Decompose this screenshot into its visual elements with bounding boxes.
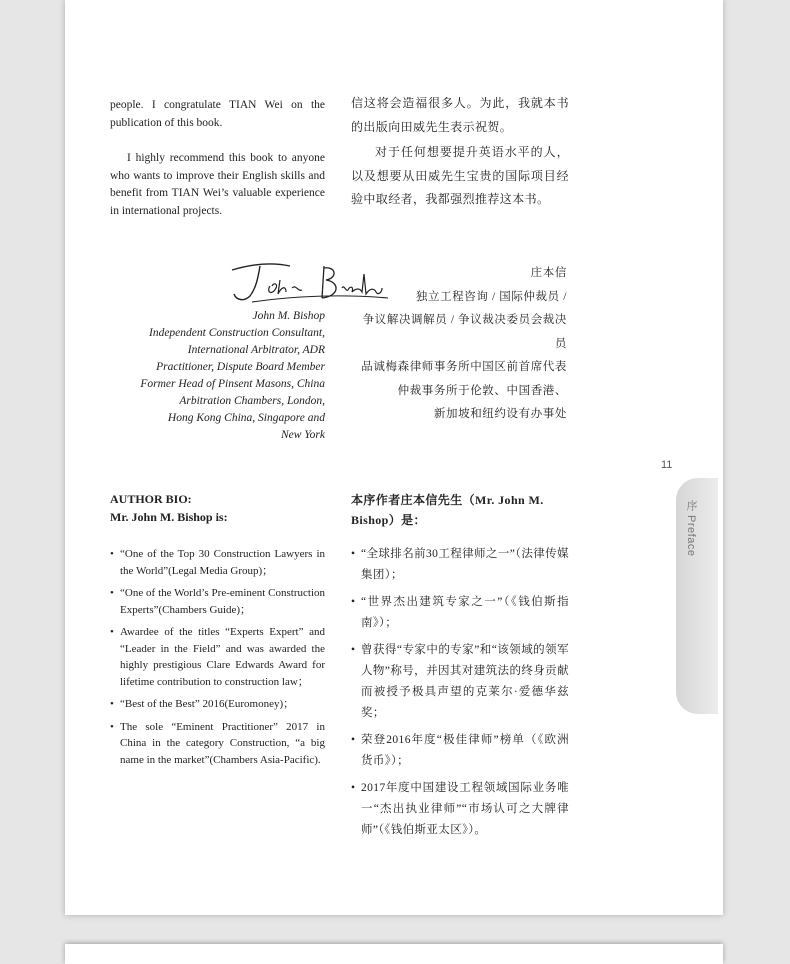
list-item: • The sole “Eminent Practitioner” 2017 in China in the category Construction, “a big name in the market”(Chambers Asia-Pacific). [110,720,325,766]
chinese-intro [351,92,569,212]
english-author-bio [110,490,325,774]
list-item: • “世界杰出建筑专家之一”（《钱伯斯指南》）； [351,596,569,629]
english-signature-block [110,308,325,444]
list-item: • “One of the World’s Pre-eminent Construction Experts”(Chambers Guide)； [110,587,325,616]
bio-list [110,546,325,768]
bio-zh-list [351,544,569,841]
zh-paragraph-2: 对于任何想要提升英语水平的人，以及想要从田威先生宝贵的国际项目经验中取经者，我都强烈推荐这本书。 [351,145,569,206]
zh-sig-line: 庄本信 [530,267,567,279]
list-item: • “全球排名前30工程律师之一”（法律传媒集团）； [351,548,569,581]
sig-line: John M. Bishop [252,310,325,322]
section-tab-label: 序 Preface [685,500,697,557]
list-item: • Awardee of the titles “Experts Expert” and “Leader in the Field” and was awarded the highly prestigious Clare Edwards Award for lifetime contribution to construction law； [110,626,325,688]
english-intro [110,97,325,220]
bio-zh-heading: 本序作者庄本信先生（Mr. John M. Bishop）是： [351,493,544,527]
list-item: • 曾获得“专家中的专家”和“该领域的领军人物”称号，并因其对建筑法的终身贡献而被授予极具声望的克莱尔·爱德华兹奖； [351,644,569,719]
zh-sig-line: 独立工程咨询 / 国际仲裁员 / [415,290,567,303]
sig-line: Practitioner, Dispute Board Member [156,361,325,373]
en-paragraph-1: people. I congratulate TIAN Wei on the publication of this book. [110,99,325,129]
sig-line: International Arbitrator, ADR [187,344,325,356]
chinese-author-bio [351,490,569,847]
page-number: 11 [661,459,673,471]
sig-line: Independent Construction Consultant, [148,327,325,339]
chinese-signature-block [351,262,567,427]
sig-line: Former Head of Pinsent Masons, China [140,378,325,390]
list-item: • 荣登2016年度“极佳律师”榜单（《欧洲货币》）； [351,734,569,767]
sig-line: Arbitration Chambers, London, [179,395,325,407]
list-item: • “One of the Top 30 Construction Lawyers in the World”(Legal Media Group)； [110,548,325,577]
list-item: • “Best of the Best” 2016(Euromoney)； [110,698,295,710]
zh-sig-line: 争议解决调解员 / 争议裁决委员会裁决员 [362,314,567,350]
list-item: • 2017年度中国建设工程领域国际业务唯一“杰出执业律师”“市场认可之大牌律师”（《钱伯斯亚太区》）。 [351,782,569,836]
zh-sig-line: 仲裁事务所于伦敦、中国香港、 [397,384,567,397]
zh-sig-line: 品诚梅森律师事务所中国区前首席代表 [361,361,567,373]
next-page-edge [65,944,723,964]
bio-heading: AUTHOR BIO: [110,492,192,506]
en-paragraph-2: I highly recommend this book to anyone who wants to improve their English skills and benefit from TIAN Wei’s valuable experience in international projects. [110,152,325,217]
sig-line: Hong Kong China, Singapore and [167,412,325,424]
sig-line: New York [281,429,325,441]
zh-paragraph-1: 信这将会造福很多人。为此，我就本书的出版向田威先生表示祝贺。 [351,96,569,134]
bio-subheading: Mr. John M. Bishop is: [110,510,228,524]
zh-sig-line: 新加坡和纽约设有办事处 [433,408,567,420]
